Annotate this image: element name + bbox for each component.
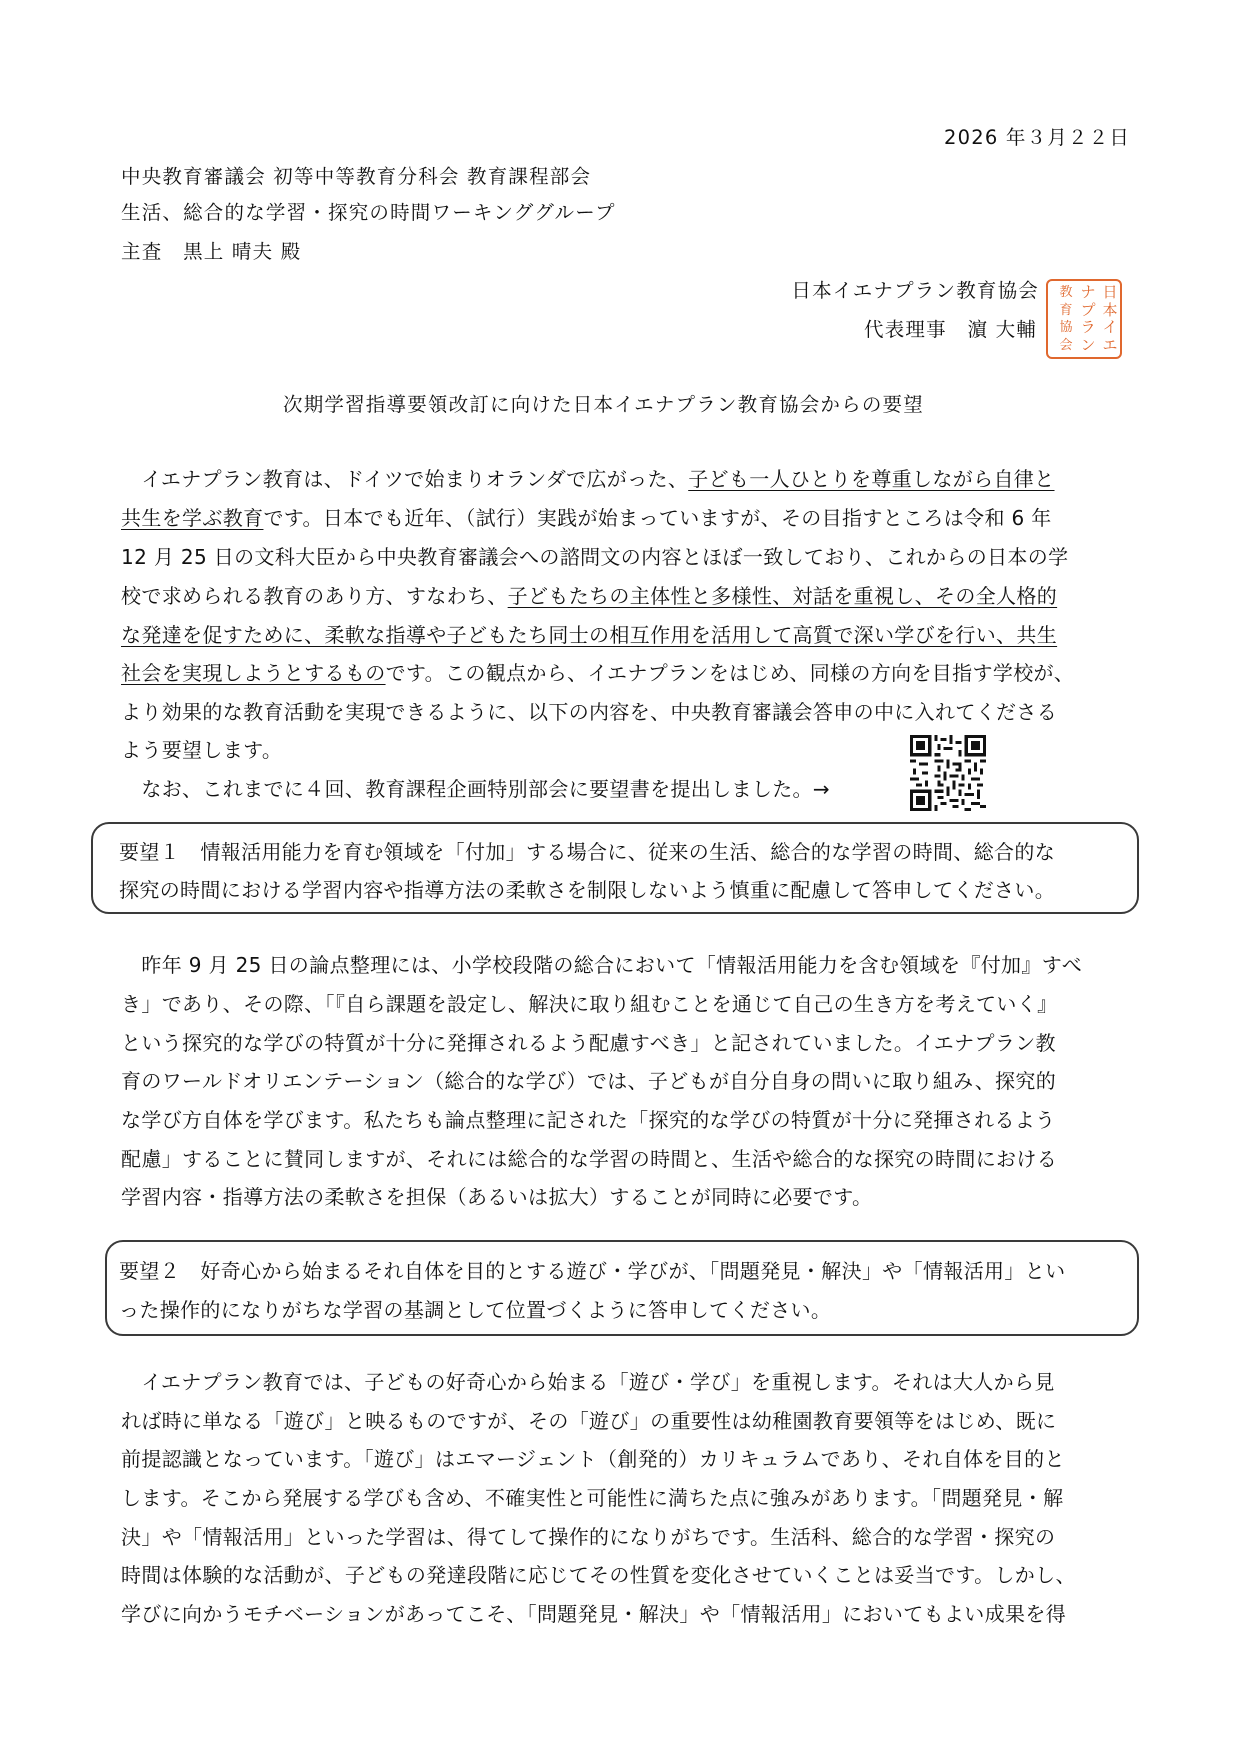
document-title: 次期学習指導要領改訂に向けた日本イエナプラン教育協会からの要望 — [283, 393, 924, 416]
para-2-line-2: れば時に単なる「遊び」と映るものですが、その「遊び」の重要性は幼稚園教育要領等をはじめ、既に — [121, 1409, 1057, 1433]
request-2-line-2: った操作的になりがちな学習の基調として位置づくように答申してください。 — [119, 1298, 832, 1322]
intro-line-7: より効果的な教育活動を実現できるように、以下の内容を、中央教育審議会答申の中に入れてくださる — [121, 700, 1058, 724]
para-2-line-6: 時間は体験的な活動が、子どもの発達段階に応じてその性質を変化させていくことは妥当です。しかし、 — [121, 1563, 1076, 1587]
recipient-line-2: 生活、総合的な学習・探究の時間ワーキンググループ — [121, 201, 616, 224]
request-1-line-2: 探究の時間における学習内容や指導方法の柔軟さを制限しないよう慎重に配慮して答申してください。 — [119, 878, 1056, 902]
recipient-line-1: 中央教育審議会 初等中等教育分科会 教育課程部会 — [121, 165, 592, 188]
para-1-line-2: き」であり、その際、「『自ら課題を設定し、解決に取り組むことを通じて自己の生き方を考えていく』 — [121, 992, 1058, 1016]
letter-date: 2026 年３月２２日 — [944, 126, 1131, 149]
request-2-line-1: 要望２ 好奇心から始まるそれ自体を目的とする遊び・学びが、「問題発見・解決」や「情報活用」とい — [119, 1259, 1066, 1283]
seal-column-3: 教 育 協 会 — [1059, 285, 1073, 353]
intro-underlined-text: 子ども一人ひとりを尊重しながら自律と — [688, 467, 1055, 491]
intro-line-8: よう要望します。 — [121, 738, 283, 762]
request-1-box — [91, 822, 1139, 914]
sender-organization: 日本イエナプラン教育協会 — [791, 279, 1039, 302]
para-2-line-3: 前提認識となっています。「遊び」はエマージェント（創発的）カリキュラムであり、それ自体を目的と — [121, 1447, 1065, 1471]
intro-underlined-text: 共生を学ぶ教育 — [121, 506, 264, 530]
para-1-line-7: 学習内容・指導方法の柔軟さを担保（あるいは拡大）することが同時に必要です。 — [121, 1185, 873, 1209]
request-2-box — [105, 1240, 1139, 1336]
intro-text: 校で求められる教育のあり方、すなわち、 — [121, 584, 508, 608]
para-2-line-7: 学びに向かうモチベーションがあってこそ、「問題発見・解決」や「情報活用」においてもよい成果を得 — [121, 1602, 1067, 1626]
organization-seal-stamp — [1046, 279, 1122, 359]
intro-text: イエナプラン教育は、ドイツで始まりオランダで広がった、 — [121, 467, 689, 491]
qr-code-image[interactable] — [910, 735, 986, 811]
seal-column-2: ナ プ ラ ン — [1080, 283, 1096, 354]
intro-line-4 — [121, 584, 1127, 608]
para-1-line-5: な学び方自体を学びます。私たちも論点整理に記された「探究的な学びの特質が十分に発揮されるよう — [121, 1108, 1056, 1132]
sender-representative: 代表理事 濵 大輔 — [864, 318, 1037, 341]
para-1-line-4: 育のワールドオリエンテーション（総合的な学び）では、子どもが自分自身の問いに取り組み、探究的 — [121, 1069, 1057, 1093]
intro-line-9: なお、これまでに４回、教育課程企画特別部会に要望書を提出しました。→ — [121, 777, 831, 801]
intro-line-5 — [121, 623, 1127, 647]
intro-underlined-text: 子どもたちの主体性と多様性、対話を重視し、その全人格的 — [507, 584, 1058, 608]
intro-underlined-text: 社会を実現しようとするもの — [121, 661, 386, 685]
seal-column-1: 日 本 イ エ — [1102, 283, 1118, 354]
para-1-line-6: 配慮」することに賛同しますが、それには総合的な学習の時間と、生活や総合的な探究の時間における — [121, 1147, 1058, 1171]
intro-line-3: 12 月 25 日の文科大臣から中央教育審議会への諮問文の内容とほぼ一致しており、これからの日本の学 — [121, 545, 1069, 569]
intro-line-1 — [121, 467, 1127, 491]
para-1-line-1: 昨年 9 月 25 日の論点整理には、小学校段階の総合において「情報活用能力を含む領域を『付加』すべ — [121, 953, 1083, 977]
request-1-line-1: 要望１ 情報活用能力を育む領域を「付加」する場合に、従来の生活、総合的な学習の時間、総合的な — [119, 840, 1056, 864]
para-2-line-1: イエナプラン教育では、子どもの好奇心から始まる「遊び・学び」を重視します。それは大人から見 — [121, 1370, 1055, 1394]
intro-text: です。この観点から、イエナプランをはじめ、同様の方向を目指す学校が、 — [385, 661, 1075, 685]
para-2-line-5: 決」や「情報活用」といった学習は、得てして操作的になりがちです。生活科、総合的な学習・探究の — [121, 1525, 1056, 1549]
para-1-line-3: という探究的な学びの特質が十分に発揮されるよう配慮すべき」と記されていました。イエナプラン教 — [121, 1031, 1056, 1055]
recipient-line-3: 主査 黒上 晴夫 殿 — [121, 240, 302, 263]
intro-underlined-text: な発達を促すために、柔軟な指導や子どもたち同士の相互作用を活用して高質で深い学びを行い、共生 — [121, 623, 1058, 647]
intro-line-2 — [121, 506, 1127, 530]
intro-line-6 — [121, 661, 1127, 685]
para-2-line-4: します。そこから発展する学びも含め、不確実性と可能性に満ちた点に強みがあります。「問題発見・解 — [121, 1486, 1064, 1510]
intro-text: です。日本でも近年、（試行）実践が始まっていますが、その目指すところは令和 6 年 — [263, 506, 1052, 530]
